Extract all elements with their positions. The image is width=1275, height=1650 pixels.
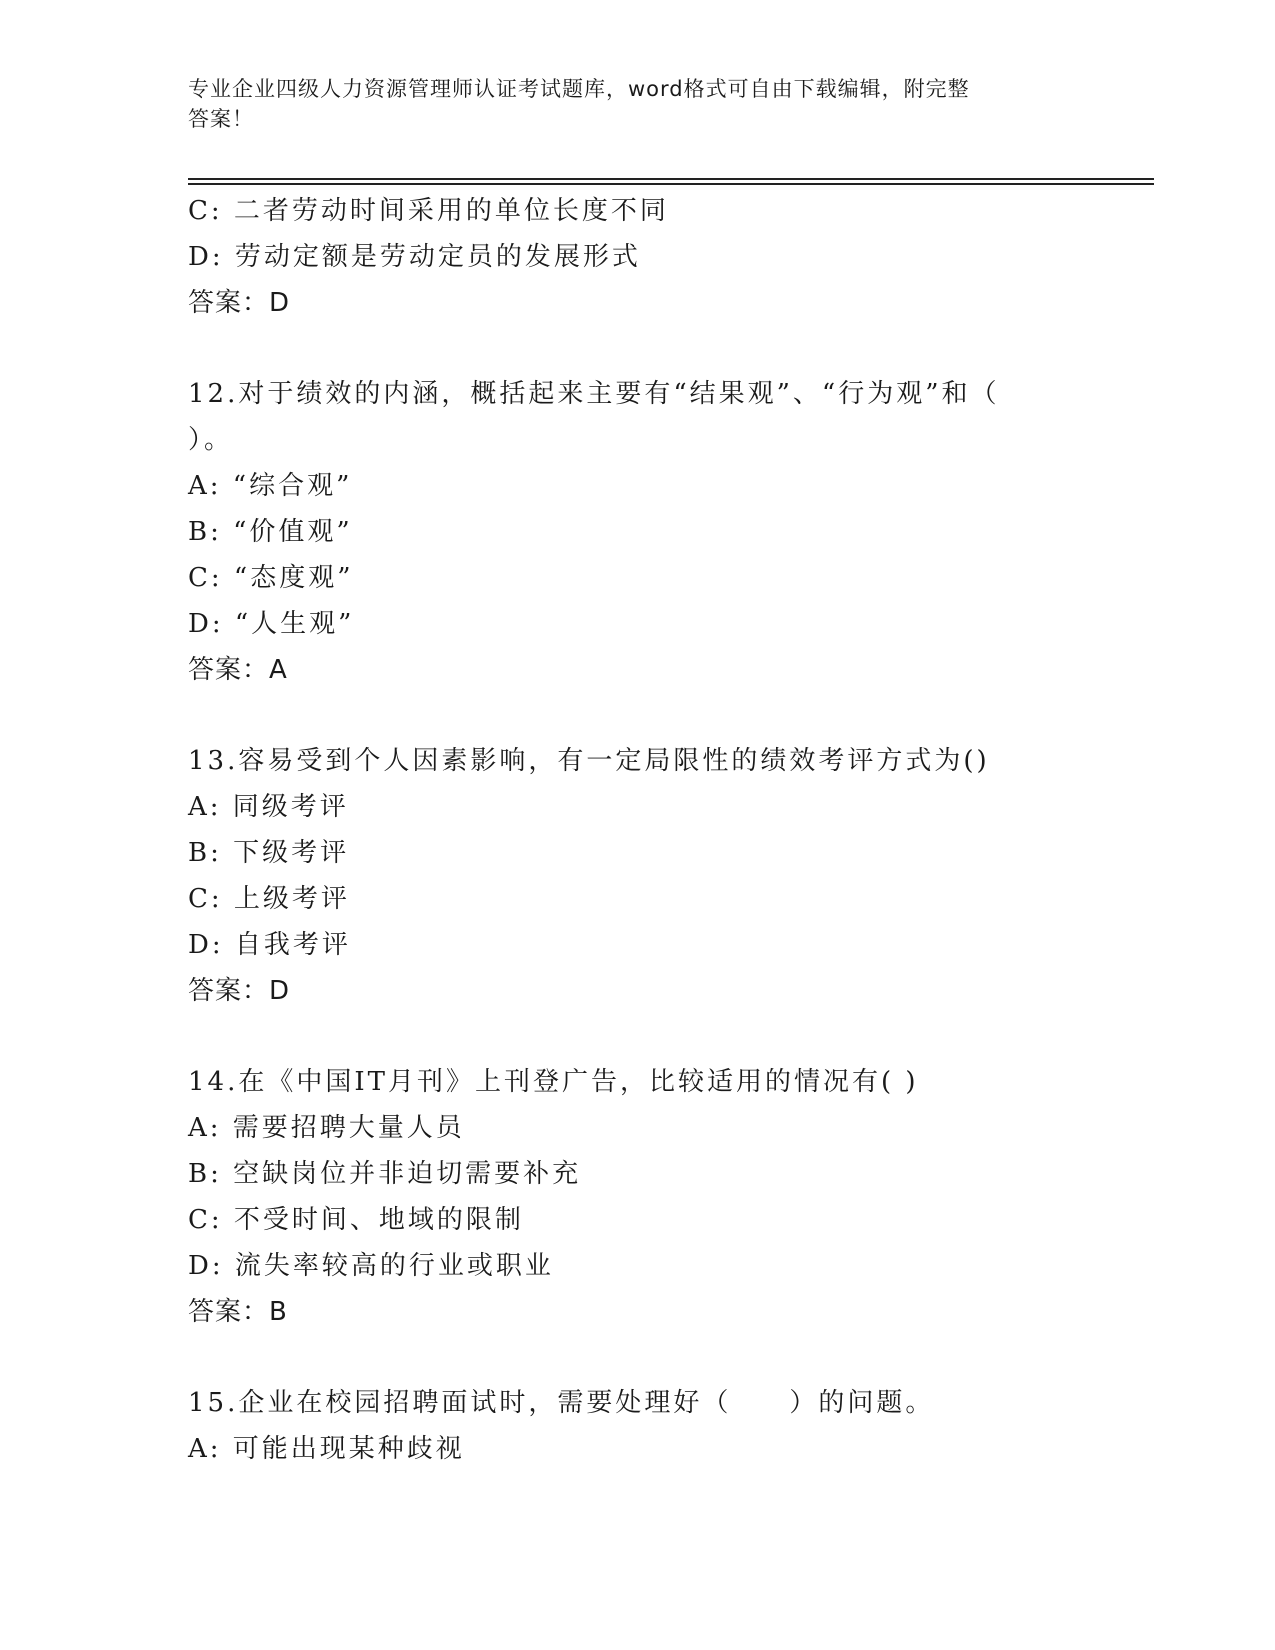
answer-label: 答案：D [188,288,291,318]
option-a: A: 同级考评 [188,792,349,822]
option-a: A: 需要招聘大量人员 [188,1113,465,1143]
document-header [188,74,1068,134]
option-d: D: 流失率较高的行业或职业 [188,1251,554,1281]
header-divider-bottom [188,183,1154,185]
option-b: B: 下级考评 [188,838,350,868]
answer-label: 答案：D [188,976,291,1006]
question-stem-continued: ）。 [188,425,234,455]
option-a: A: “综合观” [188,471,353,501]
answer-label: 答案：B [188,1297,288,1327]
question-12 [188,371,1088,693]
question-stem: 12.对于绩效的内涵，概括起来主要有“结果观”、“行为观”和（ [188,379,1000,409]
option-c: C: “态度观” [188,563,354,593]
question-13 [188,738,1088,1014]
option-c: C: 二者劳动时间采用的单位长度不同 [188,196,669,226]
option-b: B: “价值观” [188,517,353,547]
question-stem: 14.在《中国IT月刊》上刊登广告，比较适用的情况有( ) [188,1067,919,1097]
option-a: A: 可能出现某种歧视 [188,1434,465,1464]
option-c: C: 不受时间、地域的限制 [188,1205,524,1235]
header-line-1: 专业企业四级人力资源管理师认证考试题库，word格式可自由下载编辑，附完整 [188,77,970,101]
option-d: D: 自我考评 [188,930,351,960]
option-b: B: 空缺岗位并非迫切需要补充 [188,1159,582,1189]
question-11 [188,188,1088,326]
question-14 [188,1059,1088,1335]
option-d: D: “人生观” [188,609,355,639]
question-stem: 13.容易受到个人因素影响，有一定局限性的绩效考评方式为() [188,746,990,776]
question-list [188,188,1088,1472]
question-stem: 15.企业在校园招聘面试时，需要处理好（ ）的问题。 [188,1388,935,1418]
option-d: D: 劳动定额是劳动定员的发展形式 [188,242,641,272]
question-15 [188,1380,1088,1472]
answer-label: 答案：A [188,655,288,685]
header-line-2: 答案！ [188,107,254,131]
header-divider-top [188,178,1154,180]
option-c: C: 上级考评 [188,884,350,914]
